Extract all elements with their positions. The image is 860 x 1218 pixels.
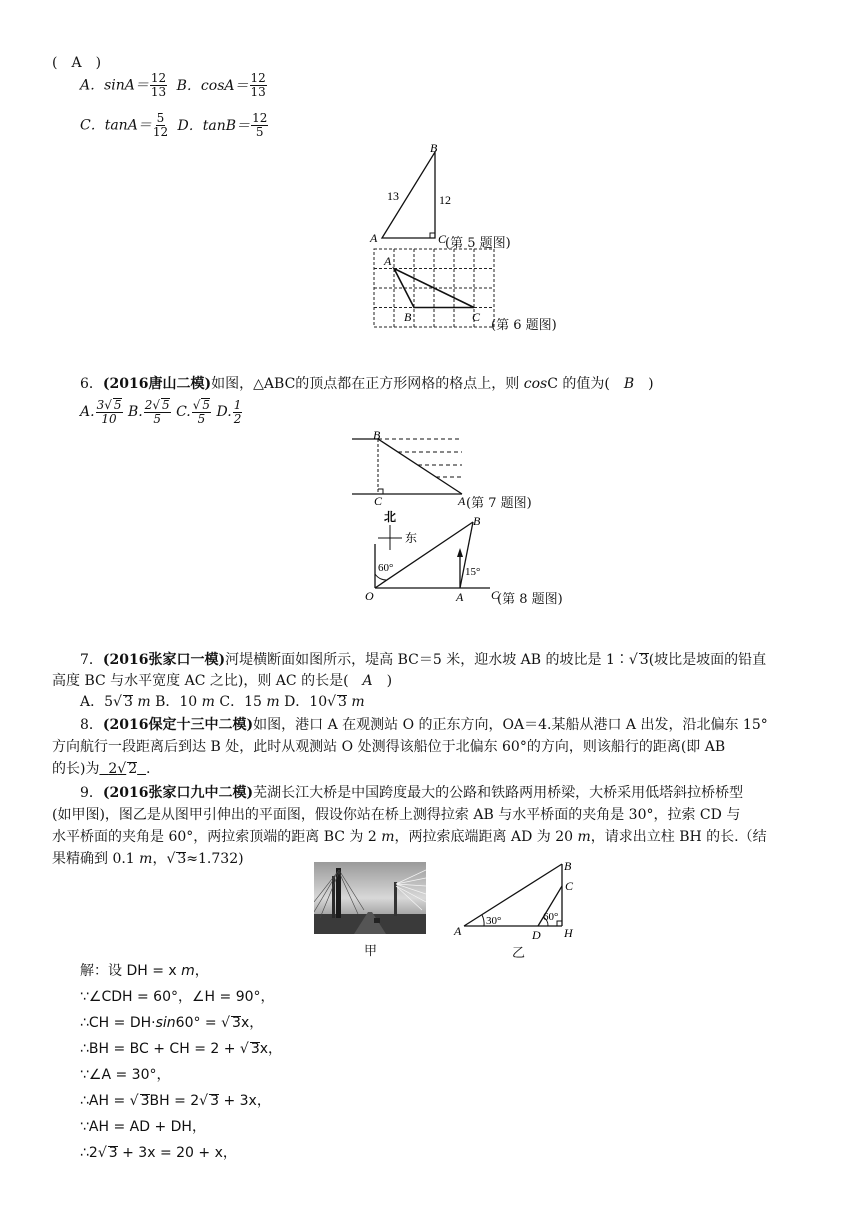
q9-bridge-photo — [314, 862, 426, 934]
q7-label-c: C — [374, 494, 383, 508]
q8-angle-15: 15° — [465, 566, 481, 578]
q8-fig-caption: (第 8 题图) — [497, 592, 563, 607]
q6-option-a: $\frac{3√ 5}{10}$ — [96, 398, 122, 426]
q9-line3: 水平桥面的夹角是 60°，两拉索顶端的距离 BC 为 2 m，两拉索底端距离 AD 为 20 m，请求出立柱 BH 的长.（结 — [52, 829, 767, 845]
q5-label-b: B — [430, 141, 438, 155]
q8-label-b: B — [473, 514, 481, 528]
q8-source: (2016保定十三中二模) — [102, 717, 254, 733]
q7-slope-ab — [378, 439, 462, 494]
q5-option-b: B．cosA＝ — [176, 77, 249, 94]
q6-option-d: $\frac{1}{2}$ — [233, 397, 242, 426]
q6-label-c: C — [472, 310, 481, 324]
solution-line-3: ∴CH = DH·sin60° = √ 3x， — [80, 1015, 264, 1031]
q8-label-o: O — [365, 589, 374, 603]
q9-label-c: C — [565, 879, 574, 893]
q8-label-a: A — [456, 590, 464, 604]
q5-option-b-fraction: $\frac{12}{13}$ — [250, 71, 266, 99]
solution-line-6: ∴AH = √ 3BH = 2√ 3 + 3x， — [80, 1093, 271, 1109]
q6-grid-figure — [372, 247, 502, 329]
solution-line-7: ∵AH = AD + DH， — [80, 1119, 206, 1135]
q5-label-a: A — [370, 231, 378, 245]
q9-diagram-caption: 乙 — [512, 946, 526, 961]
q9-photo-caption: 甲 — [364, 944, 378, 959]
q6-label-a: A — [384, 254, 392, 268]
q6-fig-caption: (第 6 题图) — [491, 318, 557, 333]
q9-line2: (如甲图)，图乙是从图甲引伸出的平面图，假设你站在桥上测得拉索 AB 与水平桥面的夹角是 30°，拉索 CD 与 — [52, 807, 741, 823]
q9-bridge-diagram — [452, 860, 584, 942]
q5-side-13: 13 — [387, 189, 399, 203]
solution-line-1: 解：设 DH = x m， — [80, 963, 209, 979]
q5-option-a-fraction: $\frac{12}{13}$ — [150, 71, 167, 99]
q7-label-a: A — [458, 494, 466, 508]
q6-options: A. $\frac{3√ 5}{10}$ B. $\frac{2√ 5}{5}$ C. $\frac{√ 5}{5}$ D. $\frac{1}{2}$ — [80, 397, 242, 426]
q9-line4: 果精确到 0.1 m，√ 3≈1.732) — [52, 851, 244, 867]
q5-option-d: D．tanB＝ — [177, 117, 251, 134]
q7-answer: A — [362, 673, 373, 689]
q5-option-d-fraction: $\frac{12}{5}$ — [252, 111, 268, 139]
solution-line-8: ∴2√ 3 + 3x = 20 + x， — [80, 1145, 237, 1161]
q6-option-b: $\frac{2√ 5}{5}$ — [144, 398, 170, 426]
q6-source: (2016唐山二模) — [102, 376, 212, 392]
q9-line1: 9．(2016张家口九中二模)芜湖长江大桥是中国跨度最大的公路和铁路两用桥梁，大桥采用低塔斜拉桥桥型 — [80, 785, 744, 801]
q5-options-row2 — [80, 112, 269, 139]
q6-stem: 6．(2016唐山二模)如图，△ABC的顶点都在正方形网格的格点上，则 cosC 的值为( B ) — [80, 376, 654, 392]
q7-label-b: B — [373, 428, 381, 442]
solution-line-4: ∴BH = BC + CH = 2 + √ 3x， — [80, 1041, 283, 1057]
q5-label-c: C — [438, 232, 447, 246]
q9-source: (2016张家口九中二模) — [102, 785, 254, 801]
q8-north-label: 北 — [384, 510, 397, 524]
q5-options-row1 — [80, 72, 268, 99]
q6-answer: B — [623, 376, 635, 392]
q8-bearing-figure — [360, 508, 510, 608]
q8-line3: 的长)为 2√ 2 . — [52, 761, 151, 777]
q8-answer: 2√ 2 — [108, 761, 138, 777]
q9-label-a: A — [454, 924, 462, 938]
q9-angle-60: 60° — [543, 911, 559, 923]
q8-label-c: C — [491, 588, 500, 602]
q6-label-b: B — [404, 310, 412, 324]
q5-answer-line: ( A ) — [52, 55, 102, 71]
solution-line-2: ∵∠CDH = 60°，∠H = 90°， — [80, 989, 275, 1005]
q7-options: A．5√ 3 m B．10 m C．15 m D．10√ 3 m — [80, 694, 365, 710]
q7-source: (2016张家口一模) — [102, 652, 226, 668]
q8-line2: 方向航行一段距离后到达 B 处，此时从观测站 O 处测得该船位于北偏东 60°的方向，则该船行的距离(即 AB — [52, 739, 726, 755]
q5-right-angle-mark — [430, 233, 435, 238]
q8-angle-60: 60° — [378, 562, 394, 574]
q8-east-label: 东 — [405, 531, 418, 545]
q9-label-b: B — [564, 860, 572, 873]
q8-line1: 8．(2016保定十三中二模)如图，港口 A 在观测站 O 的正东方向，OA＝4.某船从港口 A 出发，沿北偏东 15° — [80, 717, 768, 733]
q9-angle-30: 30° — [486, 915, 502, 927]
q5-option-c-fraction: $\frac{5}{12}$ — [152, 111, 169, 139]
q5-fig-caption: (第 5 题图) — [445, 236, 511, 251]
q7-line2: 高度 BC 与水平宽度 AC 之比)，则 AC 的长是( A ) — [52, 673, 393, 689]
q7-fig-caption: (第 7 题图) — [466, 496, 532, 511]
solution-line-5: ∵∠A = 30°， — [80, 1067, 171, 1083]
q5-option-a: A．sinA＝ — [80, 77, 149, 94]
q7-embankment-figure — [350, 428, 475, 508]
q9-label-h: H — [564, 926, 573, 940]
q5-side-12: 12 — [439, 193, 451, 207]
q5-option-c: C．tanA＝ — [80, 117, 152, 134]
q9-label-d: D — [532, 928, 541, 942]
q6-option-c: $\frac{√ 5}{5}$ — [192, 398, 211, 426]
q7-line1: 7．(2016张家口一模)河堤横断面如图所示，堤高 BC＝5 米，迎水坡 AB 的坡比是 1∶√ 3(坡比是坡面的铅直 — [80, 652, 767, 668]
